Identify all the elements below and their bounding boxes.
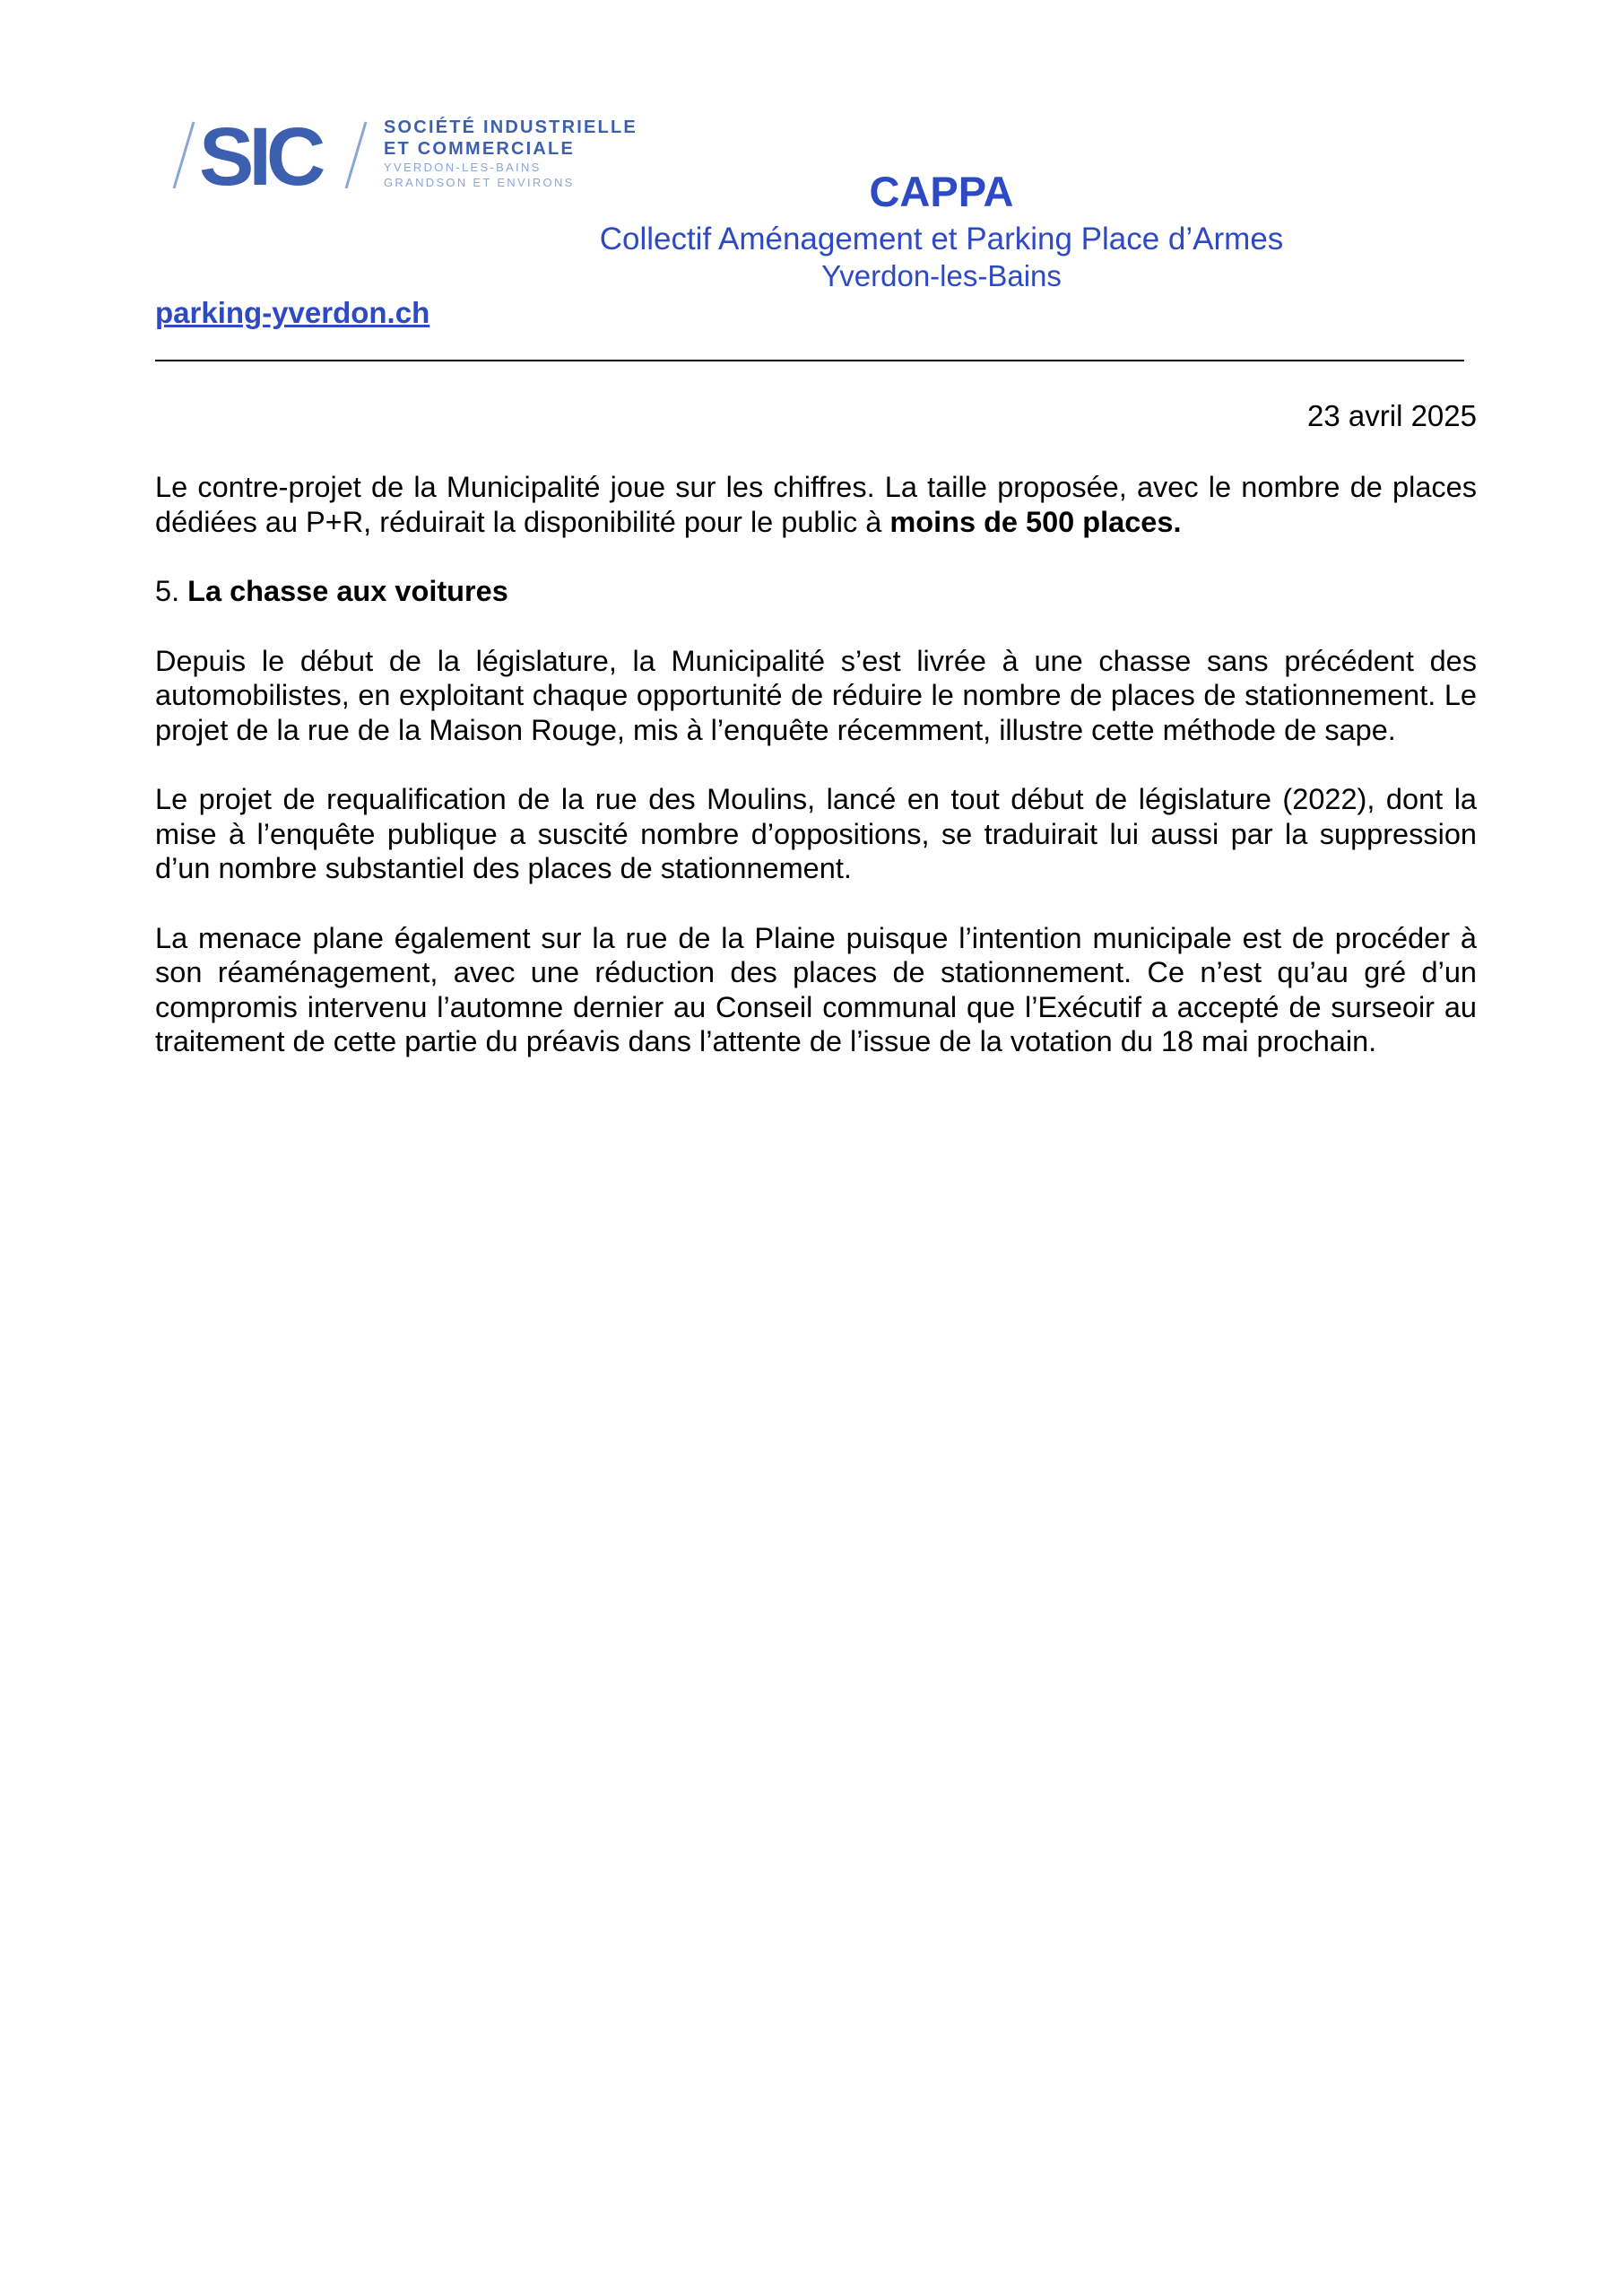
page-title: CAPPA [869,168,1014,215]
section-title: La chasse aux voitures [187,575,508,607]
paragraph-3: Le projet de requalification de la rue des Moulins, lancé en tout début de législature (2022), dont la mise à l’enquête publique a suscité nombre d’oppositions, se traduirait lui aussi par la suppression d’un nombre substantiel des places de stationnement. [155,783,1477,884]
paragraph-1-bold: moins de 500 places. [889,505,1182,538]
page-subtitle: Collectif Aménagement et Parking Place d’Armes [599,222,1284,257]
website-link[interactable]: parking-yverdon.ch [155,296,430,329]
document-body [155,470,1477,1094]
logo-line-4: GRANDSON ET ENVIRONS [384,176,575,189]
page-city: Yverdon-les-Bains [821,259,1062,292]
logo-line-3: YVERDON-LES-BAINS [384,161,542,174]
section-number: 5. [155,575,188,607]
paragraph-1 [155,470,1477,539]
section-heading [155,574,1477,609]
paragraph-2: Depuis le début de la législature, la Municipalité s’est livrée à une chasse sans précédent des automobilistes, en exploitant chaque opportunité de réduire le nombre de places de stationnement. Le projet de la rue de la Maison Rouge, mis à l’enquête récemment, illustre cette méthode de sape. [155,644,1477,746]
header-divider [155,360,1464,361]
paragraph-1-text: Le contre-projet de la Municipalité joue sur les chiffres. La taille proposée, avec le nombre de places dédiées au P+R, réduirait la disponibilité pour le public à [155,471,1477,538]
logo-line-2: ET COMMERCIALE [384,139,576,159]
document-date: 23 avril 2025 [1307,399,1477,432]
sic-logo-letters: SIC [199,115,321,196]
paragraph-4: La menace plane également sur la rue de la Plaine puisque l’intention municipale est de procéder à son réaménagement, avec une réduction des places de stationnement. Ce n’est qu’au gré d’un compromis intervenu l’automne dernier au Conseil communal que l’Exécutif a accepté de surseoir au traitement de cette partie du préavis dans l’attente de l’issue de la votation du 18 mai prochain. [155,921,1477,1057]
logo-line-1: SOCIÉTÉ INDUSTRIELLE [384,117,638,137]
